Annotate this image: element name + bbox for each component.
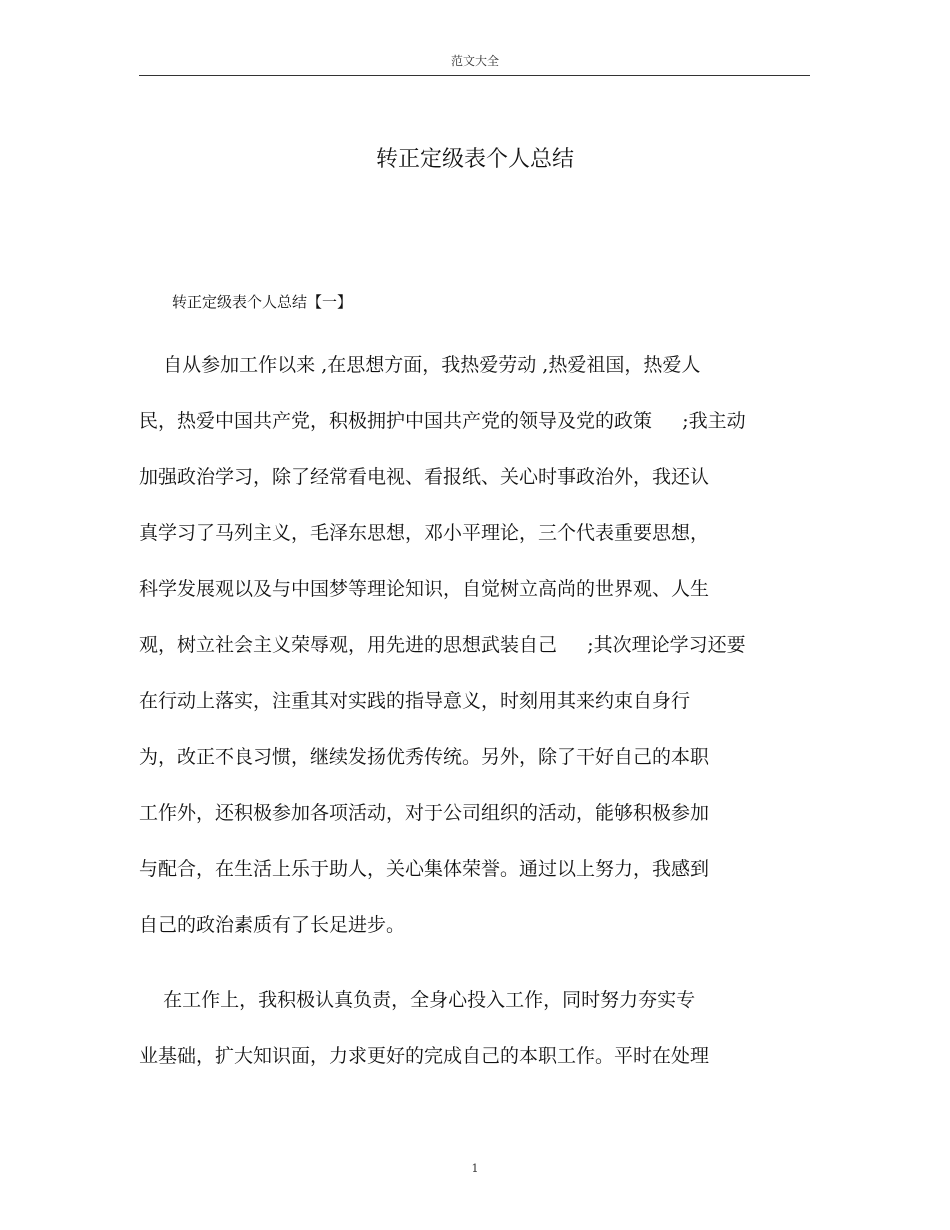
page-number: 1 — [471, 1162, 479, 1175]
paragraph-line: 在工作上，我积极认真负责，全身心投入工作，同时努力夯实专 — [139, 989, 696, 1011]
paragraph-line: 业基础，扩大知识面，力求更好的完成自己的本职工作。平时在处理 — [139, 1045, 710, 1067]
paragraph-line: 自己的政治素质有了长足进步。 — [139, 914, 406, 936]
paragraph-line: 真学习了马列主义，毛泽东思想，邓小平理论，三个代表重要思想， — [139, 522, 710, 544]
paragraph-line: 观，树立社会主义荣辱观，用先进的思想武装自己 ;其次理论学习还要 — [139, 634, 746, 656]
running-header: 范文大全 — [450, 54, 499, 68]
paragraph-line: 为，改正不良习惯，继续发扬优秀传统。另外，除了干好自己的本职 — [139, 746, 710, 768]
header-divider — [139, 75, 810, 76]
paragraph-line: 在行动上落实，注重其对实践的指导意义，时刻用其来约束自身行 — [139, 690, 691, 712]
paragraph-line: 与配合，在生活上乐于助人，关心集体荣誉。通过以上努力，我感到 — [139, 858, 710, 880]
section-heading: 转正定级表个人总结【一】 — [172, 293, 353, 311]
paragraph-line: 自从参加工作以来 ,在思想方面，我热爱劳动 ,热爱祖国，热爱人 — [139, 354, 701, 376]
document-title: 转正定级表个人总结 — [375, 147, 574, 172]
paragraph-line: 科学发展观以及与中国梦等理论知识，自觉树立高尚的世界观、人生 — [139, 578, 710, 600]
paragraph-line: 加强政治学习，除了经常看电视、看报纸、关心时事政治外，我还认 — [139, 466, 710, 488]
paragraph-line: 民，热爱中国共产党，积极拥护中国共产党的领导及党的政策 ;我主动 — [139, 410, 746, 432]
paragraph-line: 工作外，还积极参加各项活动，对于公司组织的活动，能够积极参加 — [139, 802, 710, 824]
